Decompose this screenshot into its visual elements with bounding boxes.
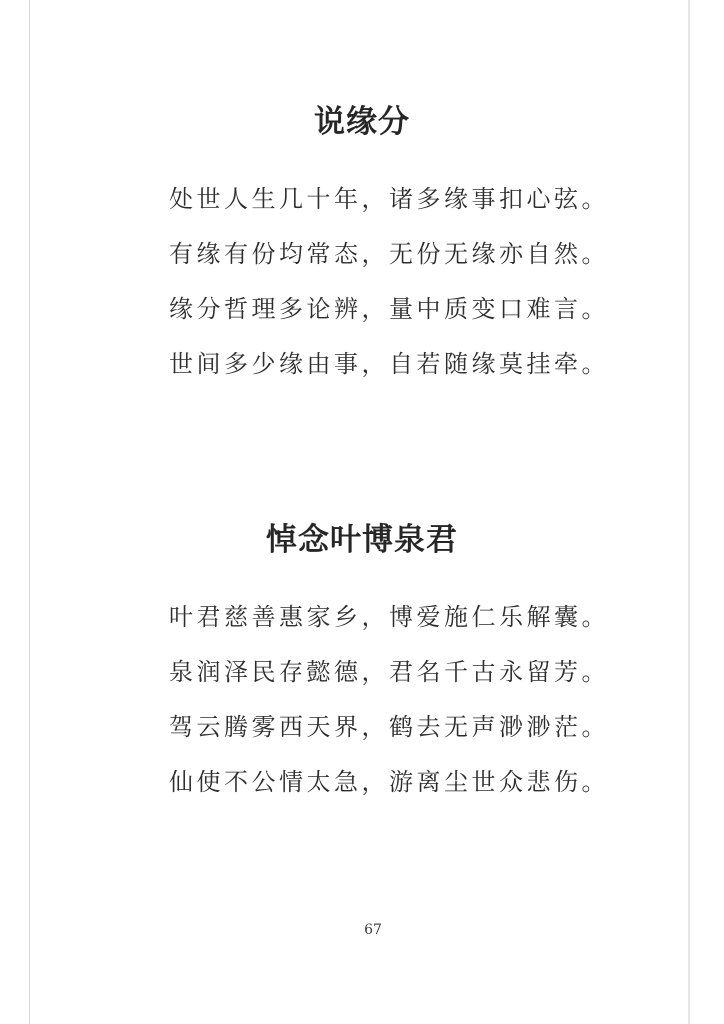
page-edge-right [688,0,690,1024]
poem-line: 缘分哲理多论辨，量中质变口难言。 [169,295,609,323]
page-number: 67 [364,922,382,938]
poem-body [169,603,609,825]
poem-line: 驾云腾雾西天界，鹤去无声渺渺茫。 [169,713,609,741]
poem-daonian-ye-boquan [0,518,724,796]
poem-line: 有缘有份均常态，无份无缘亦自然。 [169,240,609,268]
poem-title: 悼念叶博泉君 [266,522,458,558]
poem-shuo-yuanfen [0,100,724,378]
poem-line: 泉润泽民存懿德，君名千古永留芳。 [169,658,609,686]
poem-title: 说缘分 [314,104,410,140]
poem-line: 世间多少缘由事，自若随缘莫挂牵。 [169,350,609,378]
poem-body [169,185,609,407]
poem-line: 叶君慈善惠家乡，博爱施仁乐解囊。 [169,603,609,631]
poem-line: 仙使不公情太急，游离尘世众悲伤。 [169,768,609,796]
poem-line: 处世人生几十年，诸多缘事扣心弦。 [169,185,609,213]
page-edge-left [29,0,30,1024]
